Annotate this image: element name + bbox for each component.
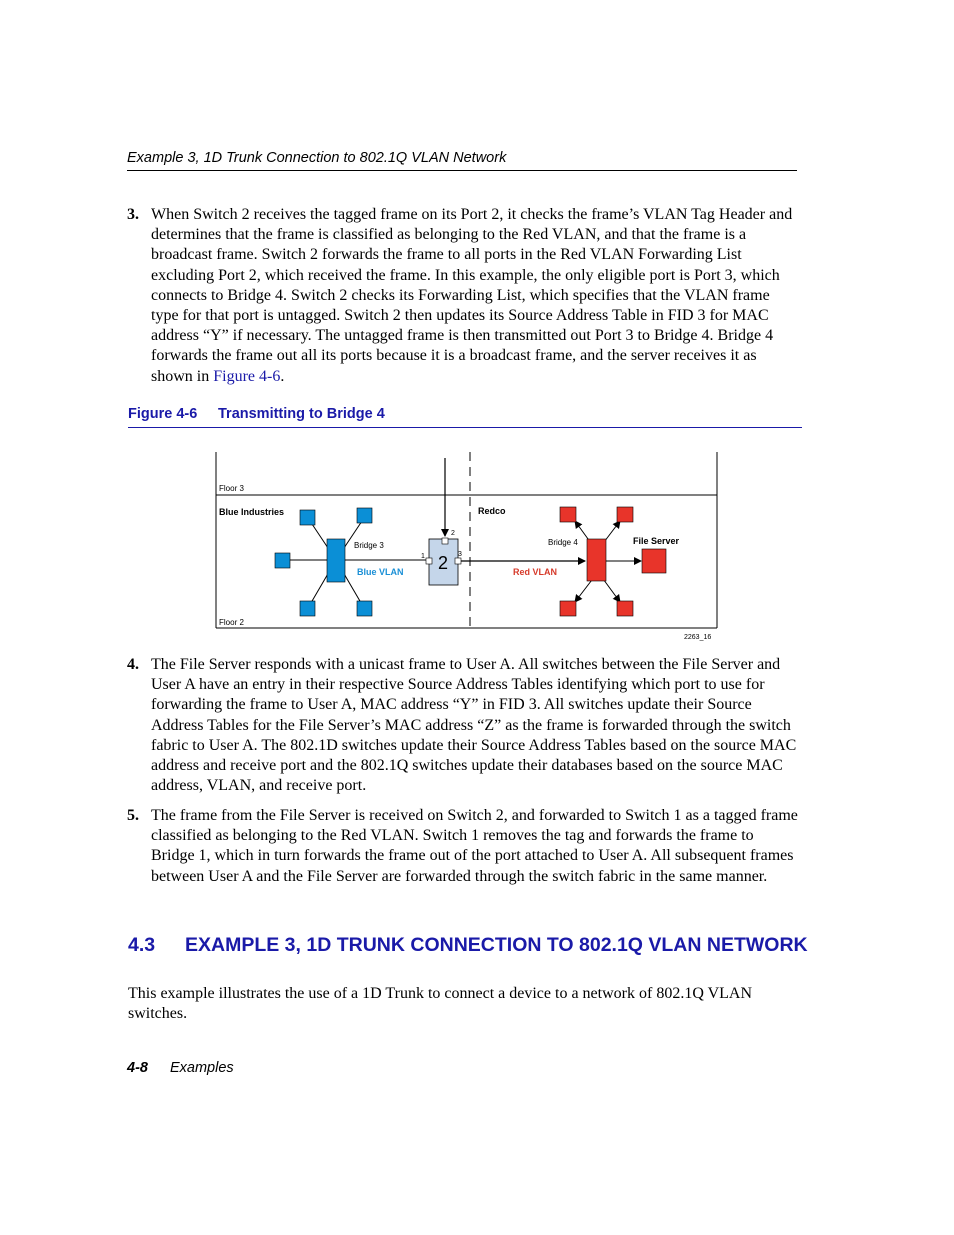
section-heading (128, 933, 808, 957)
step-number: 4. (127, 656, 139, 673)
red-host-icon (617, 507, 633, 522)
step-3-text: When Switch 2 receives the tagged frame on its Port 2, it checks the frame’s VLAN Tag Header and determines that the frame is classified as belonging to the Red VLAN, and that the frame is a broadcast frame. Switch 2 forwards the frame to all ports in the Red VLAN Forwarding List excluding Port 2, which received the frame. In this example, the only eligible port is Port 3, which connects to Bridge 4. Switch 2 checks its Forwarding List, which specifies that the VLAN frame type for that port is untagged. Switch 2 then updates its Source Address Table in FID 3 for MAC address “Y” if necessary. The untagged frame is then transmitted out Port 3 to Bridge 4. Bridge 4 forwards the frame out all its ports because it is a broadcast frame, and the server receives it as shown in (151, 206, 793, 385)
port3-label: 3 (458, 551, 462, 558)
bridge3-label: Bridge 3 (354, 541, 384, 550)
bridge3-icon (327, 539, 345, 582)
blue-host-icon (357, 508, 372, 523)
floor2-label: Floor 2 (219, 618, 244, 627)
page-number: 4-8 (127, 1060, 148, 1076)
page-footer (127, 1060, 234, 1076)
chapter-name: Examples (169, 1060, 234, 1076)
bridge4-icon (587, 539, 606, 581)
step-number: 5. (127, 807, 139, 824)
red-host-icon (617, 601, 633, 616)
port2-icon (442, 538, 448, 544)
section-title-text: EXAMPLE 3, 1D TRUNK CONNECTION TO 802.1Q VLAN NETWORK (185, 934, 808, 956)
blue-host-icon (357, 601, 372, 616)
step-text: The File Server responds with a unicast frame to User A. All switches between the File Server and User A have an entry in their respective Source Address Tables identifying which port to use for forwarding the frame to User A, MAC address “Y” in FID 3. All switches update their Source Address Tables for the File Server’s MAC address “Z” as the frame is forwarded through the switch fabric to User A. The 802.1D switches update their Source Address Tables based on the source MAC address and receive port and the 802.1Q switches update their databases based on the source MAC address, VLAN, and receive port. (151, 656, 797, 795)
figure-title: Transmitting to Bridge 4 (218, 406, 385, 422)
blue-host-icon (300, 601, 315, 616)
step-4 (127, 655, 799, 796)
blue-industries-label: Blue Industries (219, 507, 285, 517)
floor3-label: Floor 3 (219, 484, 244, 493)
port2-label: 2 (451, 530, 455, 537)
red-vlan-label: Red VLAN (513, 567, 558, 577)
file-server-icon (642, 549, 666, 573)
blue-vlan-label: Blue VLAN (357, 567, 404, 577)
switch2-number: 2 (437, 553, 449, 573)
port1-icon (426, 558, 432, 564)
figure-number: Figure 4-6 (128, 406, 198, 422)
file-server-label: File Server (633, 536, 680, 546)
figure-id-label: 2263_16 (684, 634, 712, 641)
step-text: The frame from the File Server is received on Switch 2, and forwarded to Switch 1 as a tagged frame classified as belonging to the Red VLAN. Switch 1 removes the tag and forwards the frame to Bridge 1, which in turn forwards the frame out of the port attached to User A. All subsequent frames between User A and the File Server are forwarded through the switch fabric in the same manner. (151, 807, 798, 885)
redco-label: Redco (478, 506, 506, 516)
step-number: 3. (127, 206, 139, 223)
running-header: Example 3, 1D Trunk Connection to 802.1Q VLAN Network (127, 150, 797, 171)
section-number: 4.3 (128, 934, 156, 956)
figure-link[interactable]: Figure 4-6 (213, 367, 281, 385)
bridge4-label: Bridge 4 (548, 538, 578, 547)
step-3-end: . (280, 367, 285, 385)
intro-paragraph: This example illustrates the use of a 1D Trunk to connect a device to a network of 802.1Q VLAN switches. (128, 985, 753, 1023)
red-host-icon (560, 601, 576, 616)
red-host-icon (560, 507, 576, 522)
port3-icon (455, 558, 461, 564)
blue-host-icon (275, 553, 290, 568)
port1-label: 1 (421, 553, 425, 560)
step-5 (127, 806, 799, 887)
blue-host-icon (300, 510, 315, 525)
